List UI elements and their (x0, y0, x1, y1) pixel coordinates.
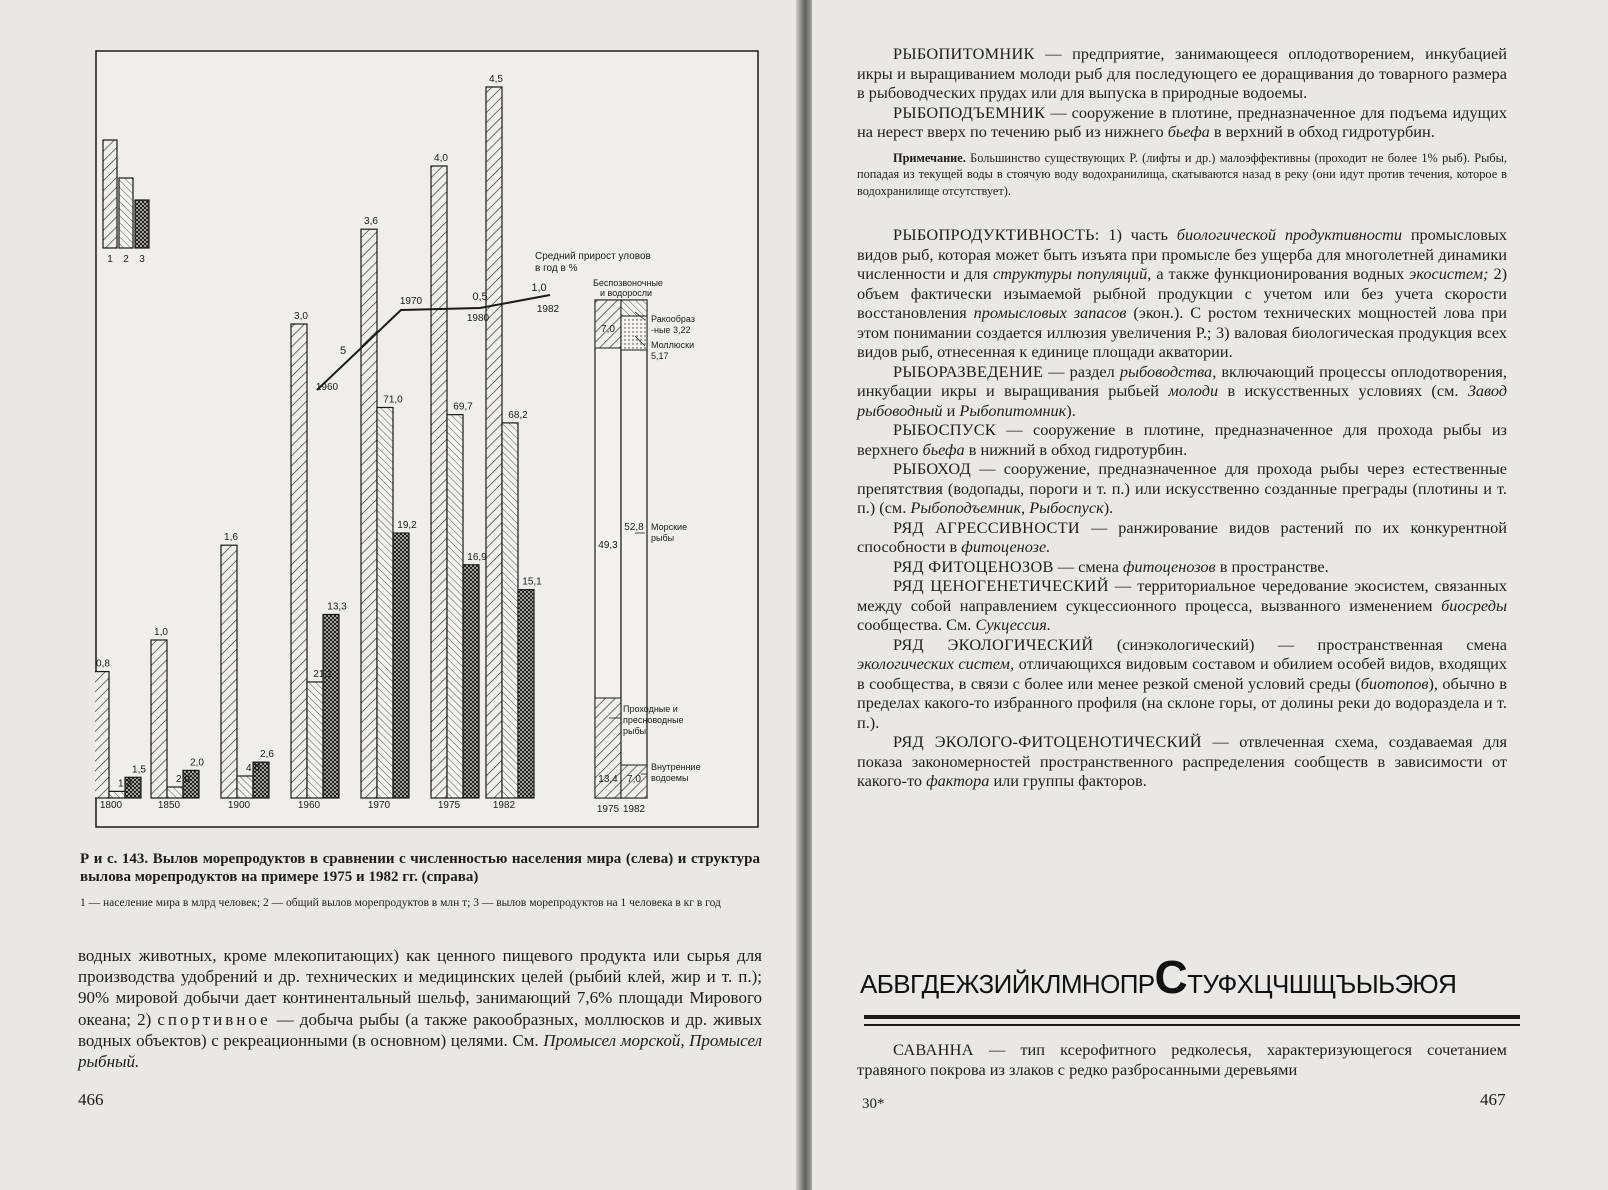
population-value-label: 3,6 (364, 216, 378, 228)
body-text-spaced: спортивное (157, 1009, 271, 1029)
structure-category-label: Моллюски (651, 340, 695, 350)
entry-italic: биологической продуктивности (1176, 225, 1402, 244)
population-bar-1960 (291, 324, 307, 798)
entry-term: РЫБОРАЗВЕДЕНИЕ (893, 361, 1044, 381)
per-capita-value-label: 15,1 (522, 576, 542, 588)
entry-text: а также функционирования водных (1156, 264, 1405, 283)
entry-italic: молоди (1168, 381, 1219, 400)
entry-text: — тип ксерофитного редколесья, характеризующегося сочетанием травяного покрова из злаков с редко разбросанными деревьями (857, 1040, 1507, 1079)
catch-bar-1800 (109, 791, 125, 798)
entry-text: ). (1103, 498, 1114, 517)
entry-italic: фитоценозе. (961, 537, 1051, 556)
alphabet-header (860, 950, 1520, 1004)
legend-number: 1 (107, 254, 113, 265)
note-label: Примечание. (893, 150, 966, 165)
entry-ryad-ekologicheskiy (857, 635, 1507, 733)
structure-year-label: 1982 (622, 804, 646, 815)
entry-italic: рыбоводства, (1119, 361, 1217, 381)
catch-bar-1850 (167, 787, 183, 798)
entry-text: в верхний в обход гидротурбин. (1213, 122, 1435, 141)
entry-text: ), обычно в пределах какого-то избранного профиля (на склоне горы, от долины реки до водораздела и т. п.). (857, 673, 1507, 732)
entry-italic: структуры популяций, (992, 264, 1152, 283)
entry-italic: Сукцессия. (975, 615, 1051, 634)
catch-bar-1960 (307, 682, 323, 798)
entry-text: — раздел (1048, 361, 1115, 381)
population-value-label: 1,0 (154, 627, 168, 638)
entry-italic: экосистем; (1409, 264, 1489, 283)
segment-molluscs-1982 (621, 316, 647, 350)
per-capita-value-label: 2,0 (190, 757, 204, 769)
legend-bar-1 (103, 140, 117, 248)
entry-text: ). (1066, 400, 1076, 420)
body-text-2: — добыча рыбы (а также ракообразных, моллюсков и др. живых водных объектов) с рекреационными (в основном) целями. См. (78, 1009, 763, 1050)
entry-rybopitomnik (857, 44, 1507, 103)
legend-number: 2 (123, 254, 129, 265)
entry-term: РЯД АГРЕССИВНОСТИ (893, 517, 1080, 537)
growth-year-label: 1960 (315, 382, 339, 393)
catch-value-label: 2,0 (176, 774, 190, 785)
structure-category-label: Беспозвоночные (593, 278, 663, 288)
entry-term: РЯД ЭКОЛОГИЧЕСКИЙ (893, 634, 1094, 654)
entry-text: сообщества. См. (857, 615, 972, 634)
entry-term: САВАННА (893, 1040, 974, 1059)
structure-value-label: 13,4 (598, 774, 618, 785)
entry-text: — территориальное чередование экосистем, связанных между собой направлением сукцессионного процесса, вызванного изменением (857, 576, 1507, 615)
structure-category-label: -ные 3,22 (651, 325, 691, 335)
alphabet-after: ТУФХЦЧШЩЪЫЬЭЮЯ (1187, 969, 1457, 999)
entry-ryad-tsenogeneticheskiy (857, 576, 1507, 635)
catch-bar-1970 (377, 408, 393, 799)
growth-value-label: 0,5 (472, 291, 488, 303)
per-capita-value-label: 13,3 (327, 601, 347, 613)
year-label: 1850 (157, 800, 181, 811)
population-bar-1970 (361, 229, 377, 798)
note-text: Большинство существующих Р. (лифты и др.) малоэффективны (проходит не более 1% рыб). Рыбы, попадая из текущей воды в стоячую воду водохранилища, скатываются назад в реку (они идут против течения, которое в водохранилище отсутствует). (857, 150, 1507, 198)
population-value-label: 4,5 (489, 74, 503, 85)
entry-italic: фактора (926, 771, 990, 790)
footer-mark: 30* (862, 1096, 885, 1112)
page-number-left: 466 (78, 1090, 104, 1109)
year-label: 1800 (99, 800, 123, 811)
entry-italic: биосреды (1441, 595, 1507, 615)
entry-term: РЫБОСПУСК (893, 420, 997, 439)
per-capita-value-label: 16,9 (467, 551, 487, 563)
caption-text: Вылов морепродуктов в сравнении с численностью населения мира (слева) и структура вылова морепродуктов на примере 1975 и 1982 гг. (справа) (80, 851, 760, 885)
structure-value-label: 52,8 (624, 522, 644, 533)
right-page (812, 0, 1608, 1190)
alphabet-current-letter: С (1154, 951, 1188, 1003)
population-value-label: 0,8 (96, 658, 110, 670)
divider-thin (864, 1024, 1520, 1026)
body-text-left (78, 945, 762, 1072)
entry-ryad-fitotsenozov (857, 557, 1507, 577)
divider-thick (864, 1015, 1520, 1019)
per-capita-bar-1982 (518, 590, 534, 798)
population-value-label: 4,0 (434, 153, 448, 164)
year-label: 1982 (492, 800, 516, 811)
structure-category-label: пресноводные (623, 715, 684, 725)
structure-category-label: Ракообраз (651, 314, 695, 324)
structure-category-label: Проходные и (623, 704, 678, 714)
entry-ryobospusk (857, 420, 1507, 459)
entry-term: РЯД ЭКОЛОГО-ФИТОЦЕНОТИЧЕСКИЙ (893, 732, 1202, 751)
entry-italic: Рыбоподъемник, Рыбоспуск (910, 498, 1104, 517)
catch-value-label: 4,0 (246, 763, 260, 774)
entry-text: в пространстве. (1219, 556, 1329, 576)
entry-italic: Рыбопитомник (959, 400, 1067, 420)
population-bar-1975 (431, 166, 447, 798)
structure-value-label: 7,0 (627, 774, 641, 785)
per-capita-bar-1970 (393, 533, 409, 798)
catch-bar-1900 (237, 776, 253, 798)
entry-text: (синэкологический) — пространственная смена (1116, 634, 1507, 654)
entry-term: РЫБОХОД (893, 459, 972, 478)
entry-italic: фитоценозов (1122, 556, 1216, 576)
catch-value-label: 21,1 (313, 668, 333, 680)
entry-text: — отвлеченная схема, создаваемая для показа закономерностей пространственного распределения сообществ в зависимости от какого-то (857, 732, 1507, 790)
population-bar-1800 (95, 672, 109, 798)
entry-text: — сооружение, предназначенное для прохода рыбы через естественные препятствия (водопады, пороги и т. п.) или искусственно созданные преграды (плотины и т. п.) (см. (857, 459, 1507, 517)
legend-bar-2 (119, 178, 133, 248)
entry-rybohod (857, 459, 1507, 518)
per-capita-value-label: 1,5 (132, 764, 146, 776)
left-page (0, 0, 800, 1190)
growth-year-label: 1982 (536, 304, 560, 315)
entry-text: 1) часть (1108, 225, 1168, 244)
year-label: 1900 (227, 800, 251, 811)
entry-text: и (946, 400, 956, 420)
note-block (857, 150, 1507, 200)
growth-title: Средний прирост уловов (535, 251, 651, 262)
entry-ryad-agressivnosti (857, 518, 1507, 557)
growth-value-label: 5 (339, 345, 347, 357)
population-bar-1900 (221, 545, 237, 798)
entry-italic: бьефа (1167, 122, 1210, 141)
entry-term: РЯД ЦЕНОГЕНЕТИЧЕСКИЙ (893, 576, 1109, 595)
catch-value-label: 1,2 (118, 778, 132, 790)
growth-year-label: 1970 (399, 296, 423, 307)
growth-value-label: 1,0 (531, 282, 547, 294)
per-capita-value-label: 19,2 (397, 520, 417, 532)
catch-value-label: 69,7 (453, 401, 473, 413)
entry-term: РЫБОПРОДУКТИВНОСТЬ: (893, 225, 1100, 244)
per-capita-bar-1960 (323, 614, 339, 798)
spacer (857, 211, 1507, 225)
growth-title: в год в % (535, 263, 578, 274)
entry-italic: бьефа (922, 439, 965, 459)
entry-term: РЯД ФИТОЦЕНОЗОВ (893, 556, 1054, 576)
caption-note: 1 — население мира в млрд человек; 2 — общий вылов морепродуктов в млн т; 3 — вылов морепродуктов на 1 человека в кг в год (80, 897, 721, 909)
page-number-right: 467 (1480, 1090, 1506, 1109)
legend-bar-3 (135, 200, 149, 248)
structure-category-label: рыбы (651, 533, 675, 543)
entry-ryboproduktivnost (857, 225, 1507, 362)
population-value-label: 3,0 (294, 311, 308, 322)
year-label: 1970 (367, 800, 391, 811)
population-bar-1982 (486, 87, 502, 798)
entry-savanna (857, 1040, 1507, 1080)
figure-caption (80, 850, 760, 886)
entry-text: — смена (1057, 556, 1119, 576)
caption-label: Р и с. 143. (80, 851, 149, 867)
entry-text: промысловых видов рыб, которая может быть изъята при промысле без ущерба для многолетней динамики численности и для (857, 225, 1507, 283)
catch-value-label: 71,0 (383, 394, 403, 406)
structure-category-label: 5,17 (651, 351, 669, 361)
entry-text: отличающихся видовым составом и обилием особей видов, входящих в сообщества, в связи с более или менее резкой сменой условий среды ( (857, 654, 1507, 693)
entry-text: — сооружение в плотине, предназначенное для подъема идущих на нерест вверх по течению рыб из нижнего (857, 102, 1507, 141)
structure-category-label: Морские (651, 522, 688, 532)
entry-text: в нижний в обход гидротурбин. (968, 439, 1188, 459)
catch-bar-1982 (502, 423, 518, 798)
per-capita-bar-1975 (463, 565, 479, 798)
growth-year-label: 1980 (466, 313, 490, 324)
year-label: 1960 (297, 800, 321, 811)
dictionary-column (857, 44, 1507, 791)
population-value-label: 1,6 (224, 532, 238, 544)
structure-year-label: 1975 (596, 804, 620, 815)
entry-text: — ранжирование видов растений по их конкурентной способности в (857, 517, 1507, 556)
entry-italic: экологических систем, (857, 654, 1015, 673)
fish-catch-figure (95, 50, 760, 840)
catch-bar-1975 (447, 415, 463, 798)
population-bar-1850 (151, 640, 167, 798)
catch-value-label: 68,2 (508, 409, 528, 421)
structure-category-label: Внутренние (651, 762, 701, 772)
entry-term: РЫБОПОДЪЕМНИК (893, 102, 1046, 122)
entry-text: в искусственных условиях (см. (1227, 381, 1459, 400)
alphabet-before: АБВГДЕЖЗИЙКЛМНОПР (860, 969, 1155, 999)
entry-italic: Завод рыбоводный (857, 381, 1508, 420)
per-capita-value-label: 2,6 (260, 749, 274, 761)
entry-text: включающий процессы оплодотворения, инкубации икры и выращивания рыбьей (857, 361, 1507, 400)
entry-term: РЫБОПИТОМНИК (893, 44, 1035, 63)
entry-italic: биотопов (1360, 673, 1429, 693)
entry-rybirazvedenie (857, 362, 1507, 421)
entry-text: (экон.). С ростом технических мощностей лова при этом понимании создается иллюзия увеличения Р.; 3) валовая биологическая продукция всех видов рыб, отнесенная к единице площади акватории. (857, 303, 1507, 361)
entry-text: или группы факторов. (993, 771, 1147, 790)
structure-value-label: 7,0 (601, 324, 615, 335)
structure-category-label: рыбы (623, 726, 647, 736)
entry-text: 2) объем фактически изымаемой рыбной продукции с учетом или без учета скорости восстановления (857, 264, 1507, 322)
entry-text: — сооружение в плотине, предназначенное для прохода рыбы из верхнего (857, 420, 1507, 459)
entry-rybopodemnik (857, 103, 1507, 142)
entry-italic: промысловых запасов (973, 303, 1127, 322)
structure-category-label: водоемы (651, 773, 689, 783)
body-text-refs: Промысел морской, Промысел рыбный. (78, 1030, 762, 1072)
segment-crustaceans-1982 (621, 300, 647, 316)
body-text: водных животных, кроме млекопитающих) как ценного пищевого продукта или сырья для производства удобрений и др. технических и медицинских целей (рыбий клей, жир и т. п.); 90% мировой добычи дает континентальный шельф, занимающий 7,6% площади Мирового океана; 2) (78, 946, 762, 1029)
legend-number: 3 (139, 254, 145, 265)
structure-category-label: и водоросли (600, 288, 653, 298)
entry-ryad-ekologo-fitotsenoticheskiy (857, 732, 1507, 791)
year-label: 1975 (437, 800, 461, 811)
entry-text: — предприятие, занимающееся оплодотворением, инкубацией икры и выращиванием молоди рыб для последующего ее доращивания до товарного размера в рыбоводческих прудах или для выпуска в природные водоемы. (857, 44, 1507, 102)
structure-value-label: 49,3 (598, 540, 618, 551)
